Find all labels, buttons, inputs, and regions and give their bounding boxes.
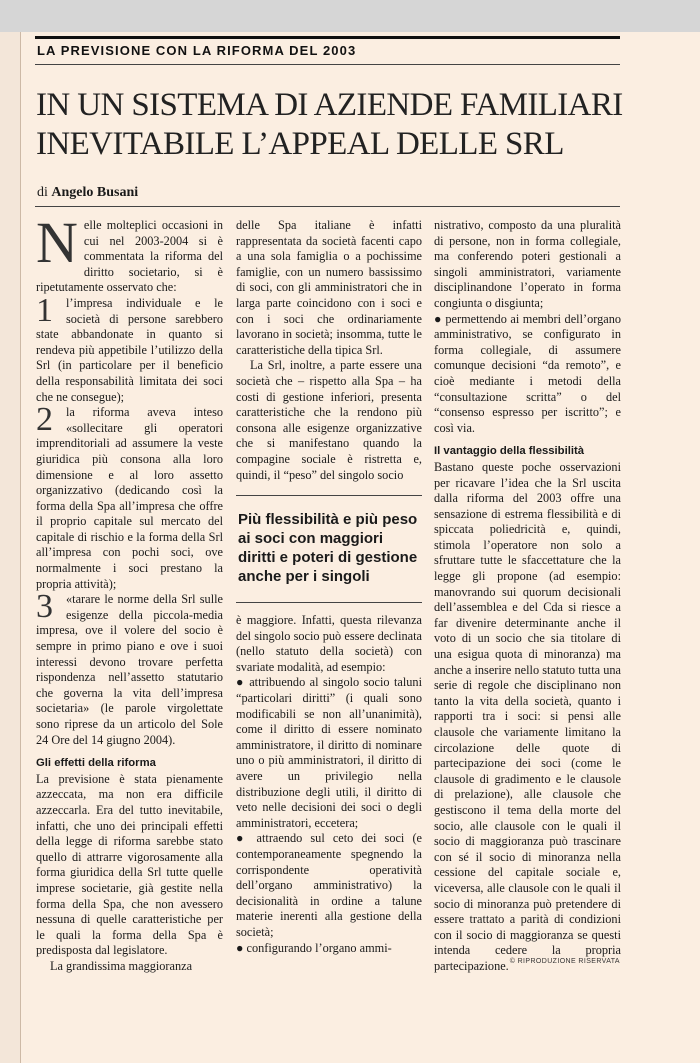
paragraph: è maggiore. Infatti, questa rilevanza del singolo socio può essere declinata (nello statuto della società) con svariate modalità, ad esempio: (236, 613, 422, 674)
paragraph: delle Spa italiane è infatti rappresentata da società facenti capo a una sola famiglia o a pochissime famiglie, con un numero bassissimo di soci, con gli amministratori che in larga parte coincidono con i soci e con i soci che ordinariamente lavorano in società; insomma, tutte le caratteristiche della tipica Srl. (236, 218, 422, 357)
top-bar (0, 0, 700, 32)
paragraph: Bastano queste poche osservazioni per ricavare l’idea che la Srl uscita dalla riforma del 2003 offre una sensazione di estrema flessibilità e di spiccata poliedricità e, quindi, stimola l’operatore non solo a sfruttare tutte le sfaccettature che la legge gli propone (ad esempio: manovrando sui quorum decisionali dell’assemblea e del Cda si riesce a far divenire determinante anche il voto di un socio che sia titolare di una esigua quota di minoranza) ma anche a inserire nello statuto tutta una serie di regole che disciplinano non tanto la vita della società, quanto i rapporti tra i soci: si pensi alle clausole che variamente limitano la circolazione delle quote di partecipazione dei soci (come le clausole di gradimento e le clausole di prelazione), alle clausole che gestiscono il tema della morte del socio, alle clausole con le quali il socio di maggioranza può trascinare con sé il socio di minoranza nella cessione del capitale sociale e, viceversa, alle clausole con le quali il socio di minoranza può pretendere di essere trattato a parità di condizioni con il socio di maggioranza se questi intenda cedere la propria partecipazione. (434, 459, 621, 973)
author-name: Angelo Busani (51, 185, 139, 200)
paragraph: La Srl, inoltre, a parte essere una società che – rispetto alla Spa – ha costi di gestione inferiori, presenta caratteristiche che la rendono più consona alle esigenze organizzative che si manifestano quando la compagine sociale è ristretta e, quindi, il “peso” del singolo socio (236, 358, 422, 482)
bullet-item: ● attraendo sul ceto dei soci (e contemporaneamente spegnendo la corrispondente operatività dell’organo amministrativo) la decisionalità in ordine a talune materie inerenti alla gestione della società; (236, 831, 422, 939)
bullet-item: ● attribuendo al singolo socio taluni “particolari diritti” (i quali sono modificabili se non all’unanimità), come il diritto di essere nominato amministratore, il diritto di nominare uno o più amministratori, il diritto di avere un privilegio nella distribuzione degli utili, il diritto di veto nelle decisioni dei soci o degli amministratori, eccetera; (236, 675, 422, 830)
drop-cap: N (36, 210, 78, 275)
column-2 (236, 218, 422, 956)
paragraph: La previsione è stata pienamente azzeccata, ma non era difficile azzeccarla. Era del tutto inevitabile, infatti, che uno dei principali effetti della legge di riforma sarebbe stato quello di attrarre vigorosamente alla forma giuridica della Srl tutte quelle imprese societarie, già gestite nella forma della Spa, che non avessero nessuna di quelle caratteristiche per le quali la forma della Spa è predisposta dal legislatore. (36, 771, 223, 958)
number-1: 1 (36, 291, 53, 329)
byline (37, 185, 138, 201)
headline-line-1: IN UN SISTEMA DI AZIENDE FAMILIARI (36, 87, 623, 123)
bullet-item: ● configurando l’organo ammi- (236, 940, 392, 955)
paragraph: La grandissima maggioranza (50, 958, 193, 973)
top-rule (35, 36, 620, 39)
kicker: LA PREVISIONE CON LA RIFORMA DEL 2003 (37, 43, 357, 58)
headline (36, 86, 626, 164)
column-3 (434, 218, 621, 975)
headline-line-2: INEVITABILE L’APPEAL DELLE SRL (36, 126, 564, 162)
number-3: 3 (36, 588, 53, 626)
kicker-rule (35, 64, 620, 65)
bullet-item: ● permettendo ai membri dell’organo amministrativo, se configurato in forma collegiale, di assumere comunque decisioni “da remoto”, e cioè mediante i metodi della “consultazione scritta” o del “consenso espresso per iscritto”; e così via. (434, 311, 621, 435)
column-1 (36, 210, 223, 975)
intro-paragraph: Nelle molteplici occasioni in cui nel 2003-2004 si è commentata la riforma del diritto societario, si è ripetutamente osservato che: (36, 210, 223, 295)
byline-prefix: di (37, 185, 48, 200)
subhead-effetti: Gli effetti della riforma (36, 757, 156, 770)
page-edge (0, 32, 21, 1063)
copyright-notice: © RIPRODUZIONE RISERVATA (509, 958, 620, 965)
point-1: 1 l’impresa individuale e le società di persone sarebbero state abbandonate in quanto si rendeva più appetibile l’utilizzo della Srl (in particolare per il beneficio della responsabilità limitata dei soci che ne consegue); (36, 291, 223, 404)
point-2: 2 la riforma aveva inteso «sollecitare gli operatori imprenditoriali ad assumere la veste giuridica più consona alla loro dimensione e al loro assetto organizzativo (dedicando così la forma della Spa all’impresa che offre il proprio capitale sul mercato del capitale di rischio e la forma della Srl all’impresa con pochi soci, ove normalmente i soci prestano la propria attività); (36, 401, 223, 591)
number-2: 2 (36, 401, 53, 439)
pull-quote: Più flessibilità e più peso ai soci con maggiori diritti e poteri di gestione anche per i singoli (236, 495, 422, 603)
byline-rule (35, 206, 620, 207)
paragraph: nistrativo, composto da una pluralità di persone, non in forma collegiale, ma conferendo poteri gestionali a singoli amministratori, variamente disciplinandone l’operato in forma congiunta o disgiunta; (434, 218, 621, 310)
point-3: 3 «tarare le norme della Srl sulle esigenze della piccola-media impresa, ove il volere del socio è sempre in primo piano e ove i suoi interessi devono trovare perfetta rispondenza nell’assetto statutario che governa la vita dell’impresa societaria» (le parole virgolettate sono riprese da un articolo del Sole 24 Ore del 14 giugno 2004). (36, 588, 223, 747)
subhead-vantaggio: Il vantaggio della flessibilità (434, 445, 585, 458)
